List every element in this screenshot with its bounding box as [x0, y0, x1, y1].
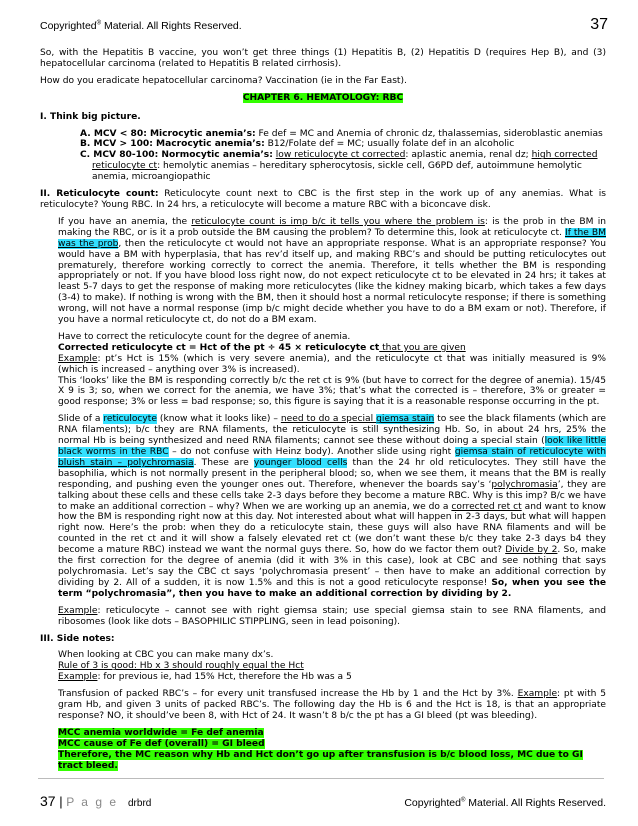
footer-copyright: Copyrighted® Material. All Rights Reserved.: [404, 797, 606, 809]
header-page-number: 37: [590, 16, 608, 33]
section-2-intro: II. Reticulocyte count: Reticulocyte count next to CBC is the first step in the work up of any anemias. What is reticulocyte? Young RBC. In 24 hrs, a reticulocyte will become a mature RBC with a biconcave disk.: [40, 189, 606, 210]
list-item: B. MCV > 100: Macrocytic anemia’s: B12/Folate def = MC; usually folate def in an alcoholic: [80, 139, 515, 150]
transfusion-paragraph: Transfusion of packed RBC’s – for every unit transfused increase the Hb by 1 and the Hct by 3%. Example: pt with 5 gram Hb, and given 3 units of packed RBC’s. The following day the Hb is 6 and the Hct is 18, is that an appropriate response? NO, it should’ve been 8, with Hct of 24. It wasn’t 8 b/c the pt has a GI bleed (pt was bleeding).: [58, 689, 607, 721]
footer-page-label: 37 | P a g e drbrd: [40, 793, 152, 809]
mcc-line-3: Therefore, the MC reason why Hb and Hct don’t go up after transfusion is b/c blood loss, MC due to GI tract bleed.: [58, 749, 583, 771]
intro-paragraph-1: So, with the Hepatitis B vaccine, you won’t get three things (1) Hepatitis B, (2) Hepatitis D (requires Hep B), and (3) hepatocellular carcinoma (related to Hepatitis B related cirrhosis).: [40, 48, 606, 69]
intro-paragraph-2: How do you eradicate hepatocellular carcinoma? Vaccination (ie in the Far East).: [40, 75, 407, 86]
retic-paragraph-1: If you have an anemia, the reticulocyte count is imp b/c it tells you where the problem is: is the prob in the BM in making the RBC, or is it a prob outside the BM causing the problem? To determine this, look at reticulocyte ct. If the BM was the prob, then the reticulocyte ct would not have an appropriate response. What is an appropriate response? You would have a BM with hyperplasia, that has rev’d itself up, and making RBC’s and should be putting reticulocytes out prematurely, therefore working correctly to correct the anemia. Therefore, it tells whether the BM is responding appropriately or not. If you have blood loss right now, do not expect reticulocyte ct to be elevated in 24 hrs; it takes at least 5-7 days to get the response of making more reticulocytes (like the kidney making bicarb, which takes a few days (3-4) to make). If nothing is wrong with the BM, then it should host a normal reticulocyte response; if there is something wrong, will not have a normal response (imp b/c might decide whether you have to do a BM exam or not). Therefore, if you have a normal reticulocyte ct, do not do a BM exam.: [58, 216, 606, 326]
header-copyright: Copyrighted® Material. All Rights Reserved.: [40, 20, 242, 32]
side-notes-paragraph-1: When looking at CBC you can make many dx’s. Rule of 3 is good: Hb x 3 should roughly equal the Hct Example: for previous ie, had 15% Hct, therefore the Hb was a 5: [58, 650, 352, 683]
document-body: [40, 48, 606, 771]
mcc-line-1: MCC anemia worldwide = Fe def anemia: [58, 727, 264, 738]
footer-divider: [38, 778, 604, 779]
section-1-title: I. Think big picture.: [40, 111, 141, 122]
chapter-title: CHAPTER 6. HEMATOLOGY: RBC: [242, 92, 404, 103]
list-item: A. MCV < 80: Microcytic anemia’s: Fe def = MC and Anemia of chronic dz, thalassemias, sideroblastic anemias: [80, 128, 603, 139]
retic-slide-paragraph: Slide of a reticulocyte (know what it looks like) – need to do a special giemsa stain to see the black filaments (which are RNA filaments); b/c they are RNA filaments, the reticulocyte is still synthesizing Hb. So, in about 24 hrs, 25% the normal Hb is being synthesized and need RNA filaments; cannot see these without doing a special stain (look like little black worms in the RBC – do not confuse with Heinz body). Another slide using right giemsa stain of reticulocyte with bluish stain – polychromasia. These are younger blood cells than the 24 hr old reticulocytes. They still have the basophilia, which is not normally present in the peripheral blood; so, when we see them, it means that the BM is really responding, and pushing even the younger ones out. Therefore, whenever the boards say’s ‘polychromasia’, they are talking about these cells and these cells take 2-3 days before they become a mature RBC. Why is this imp? B/c we have to make an additional correction – why? When we are working up an anemia, we do a corrected ret ct and want to know how the BM is responding right now at this day. Not interested about what will happen in 2-3 days, but what will happen right now. Here’s the prob: when they do a reticulocyte stain, these guys will also have RNA filaments and will be counted in the ret ct and it will show a falsely elevated ret ct (we don’t want these b/c they take 2-3 days b4 they become a mature RBC) instead we want the normal guys there. So, how do we factor them out? Divide by 2. So, make the first correction for the degree of anemia (did it with 3% in this case), look at CBC and see nothing that says polychromasia. Let’s say the CBC ct says ‘polychromasia present’ – then have to make an additional correction by dividing by 2. All of a sudden, it is now 1.5% and this is not a good reticulocyte response! So, when you see the term “polychromasia”, then you have to make an additional correction by dividing by 2.: [58, 414, 606, 599]
retic-correction-paragraph: Have to correct the reticulocyte count for the degree of anemia. Corrected reticulocyte ct = Hct of the pt ÷ 45 × reticulocyte ct that you are given Example: pt’s Hct is 15% (which is very severe anemia), and the reticulocyte ct that was initially measured is 9% (which is increased – anything over 3% is increased). This ‘looks’ like the BM is responding correctly b/c the ret ct is 9% (but have to correct for the degree of anemia). 15/45 X 9 is 3; so, when we correct for the anemia, we have 3%; that’s what the corrected is – therefore, 3% or greater = good response; 3% or less = bad response; so, this figure is saying that it is a reasonable response occurring in the pt.: [58, 331, 606, 408]
mcc-line-2: MCC cause of Fe def (overall) = GI bleed: [58, 738, 265, 749]
retic-example-paragraph: Example: reticulocyte – cannot see with right giemsa stain; use special giemsa stain to see RNA filaments, and ribosomes (look like dots – BASOPHILIC STIPPLING, seen in lead poisoning).: [58, 605, 606, 627]
mcc-highlight-block: [58, 728, 606, 772]
section-3-title: III. Side notes:: [40, 633, 115, 644]
list-item: C. MCV 80-100: Normocytic anemia’s: low reticulocyte ct corrected: aplastic anemia, renal dz; high corrected reticulocyte ct: hemolytic anemias – hereditary spherocytosis, sickle cell, G6PD def, autoimmune hemolytic anemia, microangiopathic: [80, 150, 598, 183]
anemia-list: [40, 129, 606, 184]
